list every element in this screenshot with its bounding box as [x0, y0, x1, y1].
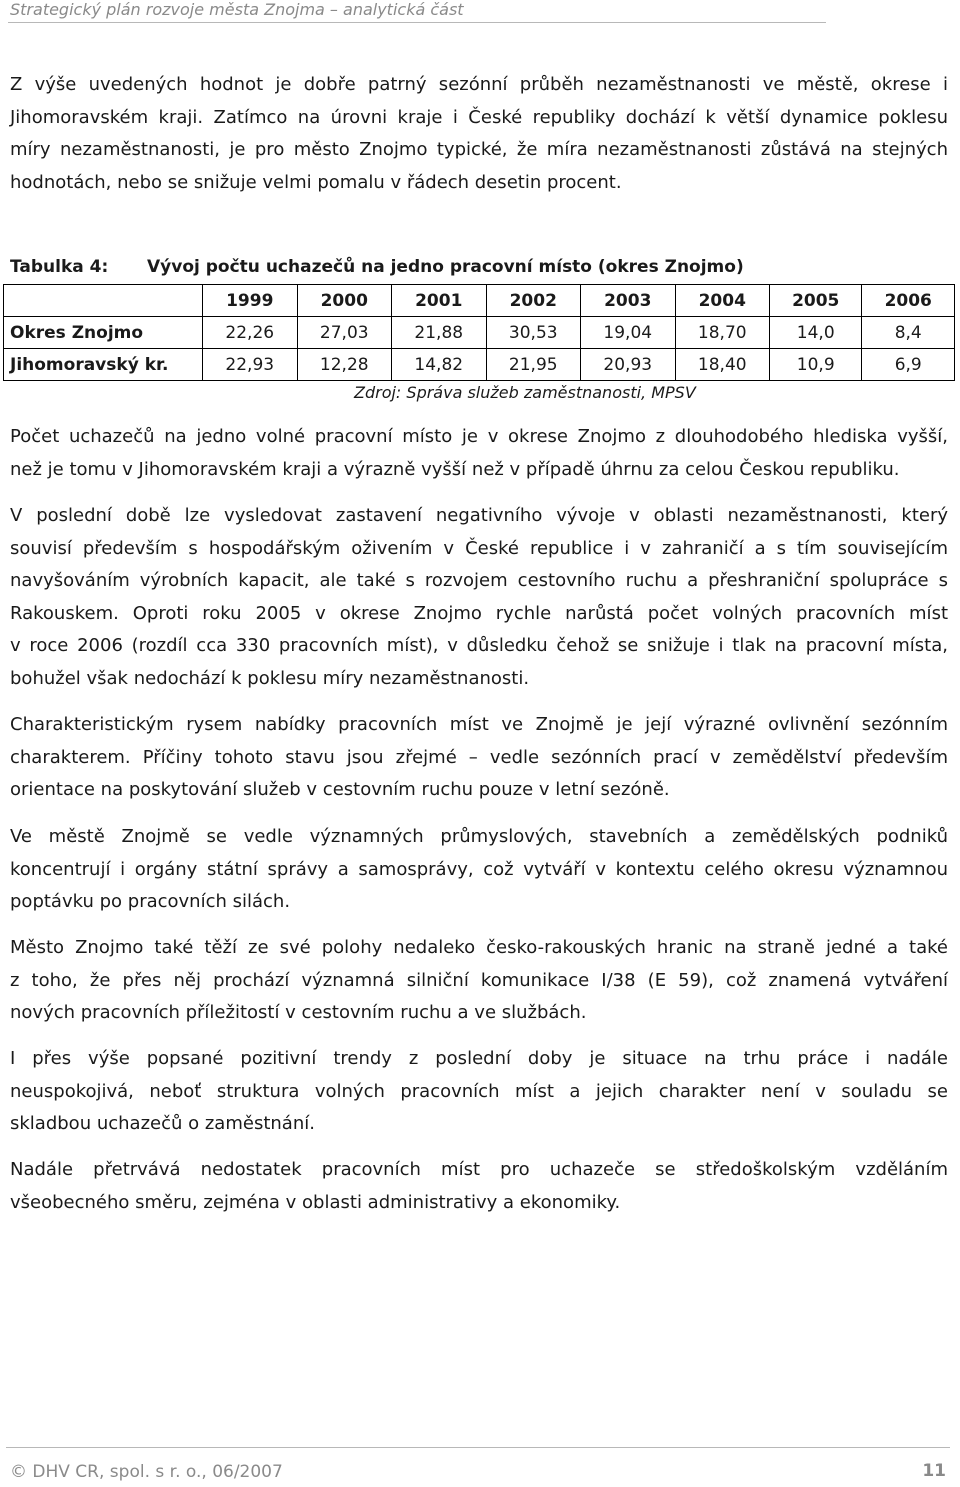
paragraph-line: Jihomoravském kraji. Zatímco na úrovni kraje i České republiky dochází k větší dynamice poklesu: [10, 106, 948, 128]
paragraph-line: Ve městě Znojmě se vedle významných průmyslových, stavebních a zemědělských podniků: [10, 826, 948, 847]
table-cell: 6,9: [862, 349, 955, 381]
table-caption: Vývoj počtu uchazečů na jedno pracovní místo (okres Znojmo): [147, 257, 744, 277]
table-header-row: [4, 285, 955, 317]
table-source: Zdroj: Správa služeb zaměstnanosti, MPSV: [354, 383, 696, 402]
paragraph-employers: [10, 821, 948, 919]
header-divider: [8, 22, 826, 23]
paragraph-line: navyšováním výrobních kapacit, ale také s rozvojem cestovního ruchu a přeshraniční spolupráce s: [10, 570, 948, 591]
table-cell: 21,95: [486, 349, 581, 381]
year-header: 2000: [297, 285, 392, 317]
paragraph-labour-market: [10, 1043, 948, 1141]
table-cell: 18,70: [675, 317, 770, 349]
paragraph-seasonal-character: [10, 709, 948, 807]
table-cell: 19,04: [581, 317, 676, 349]
paragraph-line: hodnotách, nebo se snižuje velmi pomalu v řádech desetin procent.: [10, 171, 622, 193]
table-cell: 30,53: [486, 317, 581, 349]
paragraph-line: míry nezaměstnanosti, je pro město Znojmo typické, že míra nezaměstnanosti zůstává na stejných: [10, 139, 948, 160]
paragraph-location: [10, 932, 948, 1030]
page-number: 11: [922, 1461, 946, 1481]
paragraph-line: Počet uchazečů na jedno volné pracovní místo je v okrese Znojmo z dlouhodobého hlediska vyšší,: [10, 426, 948, 447]
year-header: 2004: [675, 285, 770, 317]
table-row: [4, 349, 955, 381]
paragraph-applicants-per-job: [10, 421, 948, 486]
table-row: [4, 317, 955, 349]
table-cell: 14,0: [770, 317, 862, 349]
paragraph-seasonal-unemployment: [10, 69, 948, 199]
paragraph-line: v roce 2006 (rozdíl cca 330 pracovních míst), v důsledku čehož se snižuje i tlak na pracovní místa,: [10, 635, 948, 656]
paragraph-line: Město Znojmo také těží ze své polohy nedaleko česko-rakouských hranic na straně jedné a také: [10, 937, 948, 958]
paragraph-line: I přes výše popsané pozitivní trendy z poslední doby je situace na trhu práce i nadále: [10, 1048, 948, 1069]
paragraph-line: Charakteristickým rysem nabídky pracovních míst ve Znojmě je její výrazné ovlivnění sezónním: [10, 714, 948, 735]
table-corner-cell: [4, 285, 203, 317]
paragraph-line: bohužel však nedochází k poklesu míry nezaměstnanosti.: [10, 667, 530, 689]
header-title: Strategický plán rozvoje města Znojma – analytická část: [10, 0, 464, 19]
row-label-okres-znojmo: Okres Znojmo: [4, 317, 203, 349]
year-header: 2003: [581, 285, 676, 317]
table-cell: 27,03: [297, 317, 392, 349]
year-header: 1999: [203, 285, 298, 317]
paragraph-line: V poslední době lze vysledovat zastavení negativního vývoje v oblasti nezaměstnanosti, který: [10, 505, 948, 526]
paragraph-line: koncentrují i orgány státní správy a samosprávy, což vytváří v kontextu celého okresu významnou: [10, 858, 948, 880]
paragraph-line: neuspokojivá, neboť struktura volných pracovních míst a jejich charakter není v souladu se: [10, 1080, 948, 1102]
paragraph-recent-trend: [10, 500, 948, 695]
table-cell: 22,26: [203, 317, 298, 349]
paragraph-line: Rakouskem. Oproti roku 2005 v okrese Znojmo rychle narůstá počet volných pracovních míst: [10, 602, 948, 624]
table-cell: 8,4: [862, 317, 955, 349]
paragraph-line: skladbou uchazečů o zaměstnání.: [10, 1113, 315, 1134]
paragraph-line: z toho, že přes něj prochází významná silniční komunikace I/38 (E 59), což znamená vytváření: [10, 969, 948, 991]
row-label-jihomoravsky-kraj: Jihomoravský kr.: [4, 349, 203, 381]
year-header: 2006: [862, 285, 955, 317]
footer-divider: [6, 1447, 950, 1448]
paragraph-line: všeobecného směru, zejména v oblasti administrativy a ekonomiky.: [10, 1191, 621, 1213]
year-header: 2001: [392, 285, 487, 317]
table-cell: 14,82: [392, 349, 487, 381]
table-label: Tabulka 4:: [10, 257, 109, 277]
paragraph-line: poptávku po pracovních silách.: [10, 891, 291, 912]
applicants-per-job-table: [3, 284, 955, 381]
table-cell: 22,93: [203, 349, 298, 381]
paragraph-line: než je tomu v Jihomoravském kraji a výrazně vyšší než v případě úhrnu za celou Českou republiku.: [10, 458, 900, 480]
year-header: 2002: [486, 285, 581, 317]
paragraph-line: souvisí především s hospodářským oživením v České republice i v zahraničí a s tím souvisejícím: [10, 537, 948, 559]
paragraph-line: nových pracovních příležitostí v cestovním ruchu a ve službách.: [10, 1002, 587, 1023]
paragraph-job-shortage: [10, 1154, 948, 1219]
year-header: 2005: [770, 285, 862, 317]
paragraph-line: Nadále přetrvává nedostatek pracovních míst pro uchazeče se středoškolským vzděláním: [10, 1159, 948, 1180]
table-cell: 21,88: [392, 317, 487, 349]
paragraph-line: orientace na poskytování služeb v cestovním ruchu pouze v letní sezóně.: [10, 779, 670, 800]
footer-copyright: © DHV CR, spol. s r. o., 06/2007: [10, 1462, 283, 1482]
table-cell: 12,28: [297, 349, 392, 381]
table-cell: 18,40: [675, 349, 770, 381]
table-cell: 10,9: [770, 349, 862, 381]
table-cell: 20,93: [581, 349, 676, 381]
paragraph-line: Z výše uvedených hodnot je dobře patrný sezónní průběh nezaměstnanosti ve městě, okrese i: [10, 74, 948, 95]
paragraph-line: charakterem. Příčiny tohoto stavu jsou zřejmé – vedle sezónních prací v zemědělství především: [10, 746, 948, 768]
